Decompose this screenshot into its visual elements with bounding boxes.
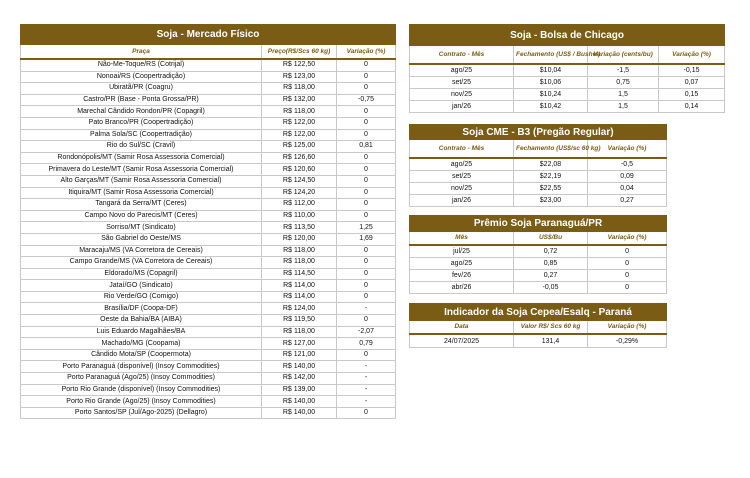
table-row: [21, 373, 396, 385]
table-cell: Rondonópolis/MT (Samir Rosa Assessoria Comercial): [21, 152, 262, 164]
table-cell: 0: [337, 245, 396, 257]
table-cell: -: [337, 396, 396, 408]
table-cell: $10,24: [514, 89, 588, 101]
table-cell: R$ 114,00: [262, 280, 337, 292]
table-cell: Sorriso/MT (Sindicato): [21, 222, 262, 234]
table-cell: R$ 124,50: [262, 175, 337, 187]
table-cell: -: [337, 303, 396, 315]
table-cell: $10,04: [514, 64, 588, 77]
table-cell: R$ 127,00: [262, 338, 337, 350]
table-cell: 0,85: [514, 258, 588, 270]
table-cell: R$ 121,00: [262, 349, 337, 361]
table-cell: Porto Santos/SP (Jul/Ago-2025) (Dellagro): [21, 407, 262, 419]
table-cell: R$ 125,00: [262, 141, 337, 153]
table-row: [21, 338, 396, 350]
table-title-row: [21, 25, 396, 45]
table-cell: R$ 124,00: [262, 303, 337, 315]
table-title-row: [410, 304, 667, 321]
table-row: [410, 258, 667, 270]
table-title: Soja - Mercado Físico: [21, 25, 396, 45]
table-cell: 24/07/2025: [410, 334, 514, 348]
column-header: Variação (%): [659, 46, 725, 65]
table-cell: 131,4: [514, 334, 588, 348]
table-cell: 1,25: [337, 222, 396, 234]
table-cell: Palma Sola/SC (Coopertradição): [21, 129, 262, 141]
table-cell: 0: [337, 199, 396, 211]
table-cell: 0,09: [588, 171, 667, 183]
table-cell: $22,19: [514, 171, 588, 183]
table-row: [410, 334, 667, 348]
table-row: [410, 64, 725, 77]
table-cell: Oeste da Bahia/BA (AIBA): [21, 315, 262, 327]
table-cell: R$ 118,00: [262, 257, 337, 269]
table-cell: R$ 139,00: [262, 384, 337, 396]
table-cell: R$ 110,00: [262, 210, 337, 222]
table-cell: 0,14: [659, 101, 725, 113]
table-cell: Porto Rio Grande (disponível) (Insoy Commodities): [21, 384, 262, 396]
column-header: Preço(R$/Scs 60 kg): [262, 45, 337, 60]
column-header: Mês: [410, 232, 514, 246]
table-cell: Machado/MG (Coopama): [21, 338, 262, 350]
column-header: Contrato - Mês: [410, 140, 514, 159]
table-cell: -: [337, 361, 396, 373]
table-cell: R$ 119,50: [262, 315, 337, 327]
table-cell: $23,00: [514, 195, 588, 207]
table-cell: 0,72: [514, 245, 588, 258]
table-cell: 0: [588, 270, 667, 282]
table-row: [410, 195, 667, 207]
table-cell: 1,5: [588, 101, 659, 113]
table-title: Soja - Bolsa de Chicago: [410, 25, 725, 46]
table-cell: -0,29%: [588, 334, 667, 348]
table-row: [21, 361, 396, 373]
table-cell: R$ 114,50: [262, 268, 337, 280]
table-row: [21, 117, 396, 129]
table-cell: ago/25: [410, 64, 514, 77]
table-row: [410, 171, 667, 183]
table-cell: Ubiratã/PR (Coagru): [21, 83, 262, 95]
table-row: [21, 349, 396, 361]
table-row: [21, 222, 396, 234]
table-cell: 1,5: [588, 89, 659, 101]
table-cell: $22,55: [514, 183, 588, 195]
table-cell: 0,75: [588, 77, 659, 89]
table-cell: 0: [337, 268, 396, 280]
table-header-row: [410, 232, 667, 246]
table-cell: São Gabriel do Oeste/MS: [21, 233, 262, 245]
table-row: [21, 141, 396, 153]
table-cell: $10,42: [514, 101, 588, 113]
table-cell: 0,07: [659, 77, 725, 89]
table-row: [410, 77, 725, 89]
table-cell: 1,69: [337, 233, 396, 245]
table-cell: 0: [337, 117, 396, 129]
table-row: [21, 199, 396, 211]
table-title-row: [410, 216, 667, 232]
table-cell: Jataí/GO (Sindicato): [21, 280, 262, 292]
table-row: [21, 268, 396, 280]
table-cell: R$ 140,00: [262, 407, 337, 419]
table-row: [410, 270, 667, 282]
table-cell: Maracaju/MS (VA Corretora de Cereais): [21, 245, 262, 257]
table-cell: nov/25: [410, 183, 514, 195]
column-header: Variação (%): [337, 45, 396, 60]
table-row: [410, 282, 667, 294]
table-row: [21, 280, 396, 292]
table-row: [21, 164, 396, 176]
table-cell: 0,27: [588, 195, 667, 207]
column-header: Contrato - Mês: [410, 46, 514, 65]
table-cell: abr/26: [410, 282, 514, 294]
table-row: [410, 245, 667, 258]
table-cell: R$ 118,00: [262, 83, 337, 95]
table-cell: Castro/PR (Base - Ponta Grossa/PR): [21, 94, 262, 106]
table-cell: ago/25: [410, 258, 514, 270]
table-cell: -: [337, 384, 396, 396]
table-cell: -2,07: [337, 326, 396, 338]
table-title: Indicador da Soja Cepea/Esalq - Paraná: [410, 304, 667, 321]
table-cell: R$ 140,00: [262, 396, 337, 408]
table-cell: Itiquira/MT (Samir Rosa Assessoria Comercial): [21, 187, 262, 199]
table-cell: R$ 112,00: [262, 199, 337, 211]
table-row: [21, 152, 396, 164]
table-cell: jan/26: [410, 195, 514, 207]
table-row: [21, 129, 396, 141]
table-row: [21, 83, 396, 95]
table-cell: -0,5: [588, 158, 667, 171]
table-cell: 0: [337, 315, 396, 327]
soja-bolsa-chicago-table: [409, 24, 725, 113]
table-cell: R$ 118,00: [262, 326, 337, 338]
table-cell: Nonoai/RS (Coopertradição): [21, 71, 262, 83]
table-row: [21, 326, 396, 338]
table-cell: 0: [337, 83, 396, 95]
table-row: [21, 233, 396, 245]
table-cell: 0: [337, 210, 396, 222]
table-cell: 0: [337, 187, 396, 199]
table-title-row: [410, 125, 667, 140]
column-header: Fechamento (US$ / Bushel): [514, 46, 588, 65]
table-cell: 0,27: [514, 270, 588, 282]
table-row: [21, 315, 396, 327]
table-cell: R$ 132,00: [262, 94, 337, 106]
table-row: [21, 94, 396, 106]
table-cell: R$ 140,00: [262, 361, 337, 373]
table-cell: R$ 120,60: [262, 164, 337, 176]
table-cell: set/25: [410, 171, 514, 183]
table-cell: 0: [588, 282, 667, 294]
table-title: Soja CME - B3 (Pregão Regular): [410, 125, 667, 140]
table-row: [21, 187, 396, 199]
table-row: [21, 396, 396, 408]
table-cell: Porto Paranaguá (Ago/25) (Insoy Commodities): [21, 373, 262, 385]
table-cell: R$ 142,00: [262, 373, 337, 385]
table-cell: -0,05: [514, 282, 588, 294]
table-row: [410, 158, 667, 171]
table-cell: 0: [337, 164, 396, 176]
table-title-row: [410, 25, 725, 46]
column-header: Variação (%): [588, 321, 667, 335]
table-cell: 0,04: [588, 183, 667, 195]
table-cell: R$ 118,00: [262, 106, 337, 118]
table-row: [21, 407, 396, 419]
column-header: Variação (%): [588, 232, 667, 246]
table-cell: 0: [337, 257, 396, 269]
table-cell: 0: [588, 245, 667, 258]
table-cell: Rio Verde/GO (Comigo): [21, 291, 262, 303]
table-cell: 0: [337, 59, 396, 71]
table-cell: 0: [337, 152, 396, 164]
table-cell: 0: [588, 258, 667, 270]
soja-mercado-fisico-table: [20, 24, 396, 419]
table-cell: Não-Me-Toque/RS (Cotrijal): [21, 59, 262, 71]
table-cell: R$ 122,00: [262, 117, 337, 129]
table-cell: R$ 120,00: [262, 233, 337, 245]
column-header: US$/Bu: [514, 232, 588, 246]
table-cell: Pato Branco/PR (Coopertradição): [21, 117, 262, 129]
table-cell: R$ 122,50: [262, 59, 337, 71]
table-row: [21, 384, 396, 396]
table-cell: jul/25: [410, 245, 514, 258]
column-header: Variação (%): [588, 140, 667, 159]
table-cell: R$ 126,60: [262, 152, 337, 164]
table-cell: nov/25: [410, 89, 514, 101]
table-cell: Alto Garças/MT (Samir Rosa Assessoria Comercial): [21, 175, 262, 187]
table-row: [410, 101, 725, 113]
table-cell: ago/25: [410, 158, 514, 171]
table-cell: Porto Paranaguá (disponível) (Insoy Commodities): [21, 361, 262, 373]
table-cell: jan/26: [410, 101, 514, 113]
table-cell: Brasília/DF (Coopa-DF): [21, 303, 262, 315]
column-header: Data: [410, 321, 514, 335]
table-cell: Luis Eduardo Magalhães/BA: [21, 326, 262, 338]
table-cell: 0,15: [659, 89, 725, 101]
table-row: [410, 183, 667, 195]
table-cell: -: [337, 373, 396, 385]
table-row: [21, 303, 396, 315]
table-cell: set/25: [410, 77, 514, 89]
table-cell: Primavera do Leste/MT (Samir Rosa Assessoria Comercial): [21, 164, 262, 176]
column-header: Fechamento (US$/sc 60 kg): [514, 140, 588, 159]
indicador-soja-cepea-table: [409, 303, 667, 348]
table-cell: R$ 118,00: [262, 245, 337, 257]
table-title: Prêmio Soja Paranaguá/PR: [410, 216, 667, 232]
table-cell: 0: [337, 280, 396, 292]
table-cell: 0,81: [337, 141, 396, 153]
table-cell: 0: [337, 106, 396, 118]
table-cell: fev/26: [410, 270, 514, 282]
table-cell: 0: [337, 349, 396, 361]
table-row: [21, 291, 396, 303]
table-cell: R$ 123,00: [262, 71, 337, 83]
table-cell: R$ 114,00: [262, 291, 337, 303]
table-header-row: [410, 321, 667, 335]
table-header-row: [410, 46, 725, 65]
table-cell: R$ 113,50: [262, 222, 337, 234]
table-cell: Campo Novo do Parecis/MT (Ceres): [21, 210, 262, 222]
table-cell: 0,79: [337, 338, 396, 350]
table-cell: 0: [337, 129, 396, 141]
soja-cme-b3-table: [409, 124, 667, 207]
table-cell: -0,15: [659, 64, 725, 77]
table-row: [21, 210, 396, 222]
table-cell: Cândido Mota/SP (Coopermota): [21, 349, 262, 361]
premio-soja-paranagua-table: [409, 215, 667, 294]
table-cell: R$ 122,00: [262, 129, 337, 141]
table-cell: Porto Rio Grande (Ago/25) (Insoy Commodities): [21, 396, 262, 408]
table-cell: Eldorado/MS (Copagril): [21, 268, 262, 280]
table-cell: -0,75: [337, 94, 396, 106]
table-row: [21, 245, 396, 257]
table-cell: $22,08: [514, 158, 588, 171]
table-header-row: [410, 140, 667, 159]
table-cell: 0: [337, 71, 396, 83]
table-row: [21, 106, 396, 118]
table-cell: R$ 124,20: [262, 187, 337, 199]
table-cell: Rio do Sul/SC (Cravil): [21, 141, 262, 153]
table-cell: Marechal Cândido Rondon/PR (Copagril): [21, 106, 262, 118]
column-header: Valor R$/ Scs 60 kg: [514, 321, 588, 335]
table-header-row: [21, 45, 396, 60]
column-header: Variação (cents/bu): [588, 46, 659, 65]
table-row: [21, 71, 396, 83]
table-cell: 0: [337, 407, 396, 419]
table-cell: Tangará da Serra/MT (Ceres): [21, 199, 262, 211]
table-row: [410, 89, 725, 101]
table-cell: 0: [337, 291, 396, 303]
table-row: [21, 257, 396, 269]
table-row: [21, 175, 396, 187]
column-header: Praça: [21, 45, 262, 60]
table-cell: Campo Grande/MS (VA Corretora de Cereais): [21, 257, 262, 269]
table-cell: $10,06: [514, 77, 588, 89]
table-cell: -1,5: [588, 64, 659, 77]
table-row: [21, 59, 396, 71]
table-cell: 0: [337, 175, 396, 187]
